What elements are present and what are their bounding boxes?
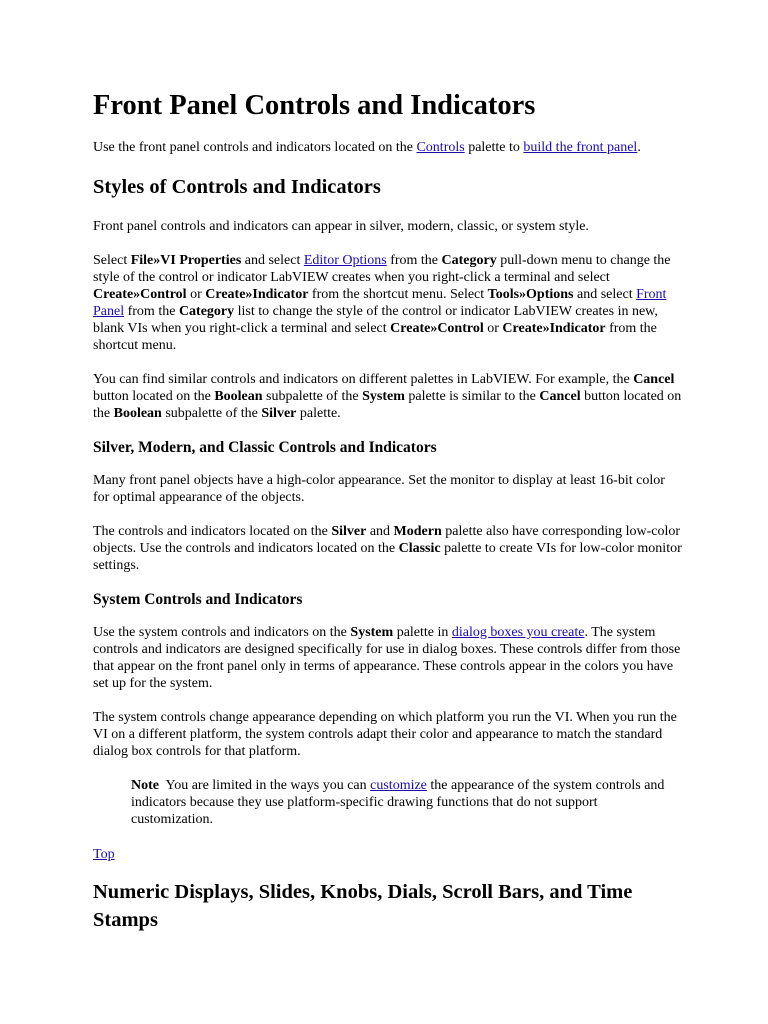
system-paragraph-2: The system controls change appearance depending on which platform you run the VI. When you run the VI on a different platform, the system controls adapt their color and appearance to match the standard dialog box controls for that platform. [93,710,677,759]
page-title: Front Panel Controls and Indicators [93,90,536,121]
bold-term: Silver [331,524,367,539]
text-run: button located on the [93,389,215,404]
intro-text: palette to [464,140,524,155]
subsection-heading-silver: Silver, Modern, and Classic Controls and Indicators [93,439,437,456]
bold-term: Create»Indicator [502,321,606,336]
bold-term: Category [441,253,497,268]
text-run: or [186,287,206,302]
text-run: button located on the [93,389,682,421]
text-run: . The system controls and indicators are designed specifically for use in dialog boxes. These controls differ from those that appear on the front panel only in terms of appearance. These controls appear in the colors you have set up for the system. [93,625,681,691]
bold-term: Create»Control [93,287,187,302]
bold-term: File»VI Properties [130,253,242,268]
styles-paragraph-2 [93,252,683,354]
text-run: and select [241,253,304,268]
text-run: subpalette of the [262,389,363,404]
text-run: or [483,321,503,336]
text-run: palette in [393,625,452,640]
text-run: Select [93,253,131,268]
section-heading-numeric: Numeric Displays, Slides, Knobs, Dials, Scroll Bars, and Time Stamps [93,881,633,931]
styles-paragraph-3 [93,371,683,422]
text-run: pull-down menu to change the style of the control or indicator LabVIEW creates when you right-click a terminal and select [93,253,671,285]
bold-term: Cancel [539,389,581,404]
bold-term: Tools»Options [487,287,574,302]
bold-term: Cancel [633,372,675,387]
silver-paragraph-1: Many front panel objects have a high-color appearance. Set the monitor to display at least 16-bit color for optimal appearance of the objects. [93,473,665,505]
text-run: the appearance of the system controls and indicators because they use platform-specific drawing functions that do not support customization. [131,778,665,827]
intro-paragraph [93,139,683,156]
text-run: list to change the style of the control or indicator LabVIEW creates in new, blank VIs when you right-click a terminal and select [93,304,658,336]
bold-term: System [362,389,405,404]
front-panel-link[interactable]: Front Panel [93,287,667,319]
bold-term: Boolean [113,406,162,421]
note-block [131,777,676,828]
bold-term: System [350,625,394,640]
editor-options-link[interactable]: Editor Options [303,253,387,268]
note-label: Note [131,778,159,793]
bold-term: Classic [398,541,441,556]
text-run: palette to create VIs for low-color monitor settings. [93,541,682,573]
text-run: palette also have corresponding low-color objects. Use the controls and indicators located on the [93,524,681,556]
text-run: from the [124,304,179,319]
styles-paragraph-1: Front panel controls and indicators can appear in silver, modern, classic, or system style. [93,219,589,234]
text-run: from the shortcut menu. [93,321,657,353]
subsection-heading-system: System Controls and Indicators [93,591,303,608]
text-run: and [366,524,394,539]
customize-link[interactable]: customize [370,778,427,793]
intro-text: . [637,140,641,155]
document-body [93,88,683,828]
text-run: palette. [296,406,341,421]
text-run: and select [573,287,637,302]
bold-term: Create»Control [390,321,484,336]
bold-term: Boolean [214,389,263,404]
text-run: subpalette of the [161,406,262,421]
build-front-panel-link[interactable]: build the front panel [523,140,638,155]
text-run: You are limited in the ways you can [159,778,371,793]
bold-term: Silver [261,406,297,421]
system-paragraph-1 [93,624,683,692]
dialog-boxes-link[interactable]: dialog boxes you create [451,625,585,640]
intro-text: Use the front panel controls and indicators located on the [93,140,417,155]
section-heading-styles: Styles of Controls and Indicators [93,176,381,198]
text-run: The controls and indicators located on the [93,524,332,539]
top-link[interactable]: Top [93,847,115,862]
text-run: You can find similar controls and indicators on different palettes in LabVIEW. For example, the [93,372,634,387]
bold-term: Modern [393,524,442,539]
text-run: from the [386,253,442,268]
text-run: from the shortcut menu. Select [308,287,488,302]
text-run: palette is similar to the [404,389,540,404]
text-run: Use the system controls and indicators on the [93,625,351,640]
bold-term: Create»Indicator [205,287,309,302]
bold-term: Category [178,304,235,319]
silver-paragraph-2 [93,523,683,574]
controls-link[interactable]: Controls [416,140,465,155]
